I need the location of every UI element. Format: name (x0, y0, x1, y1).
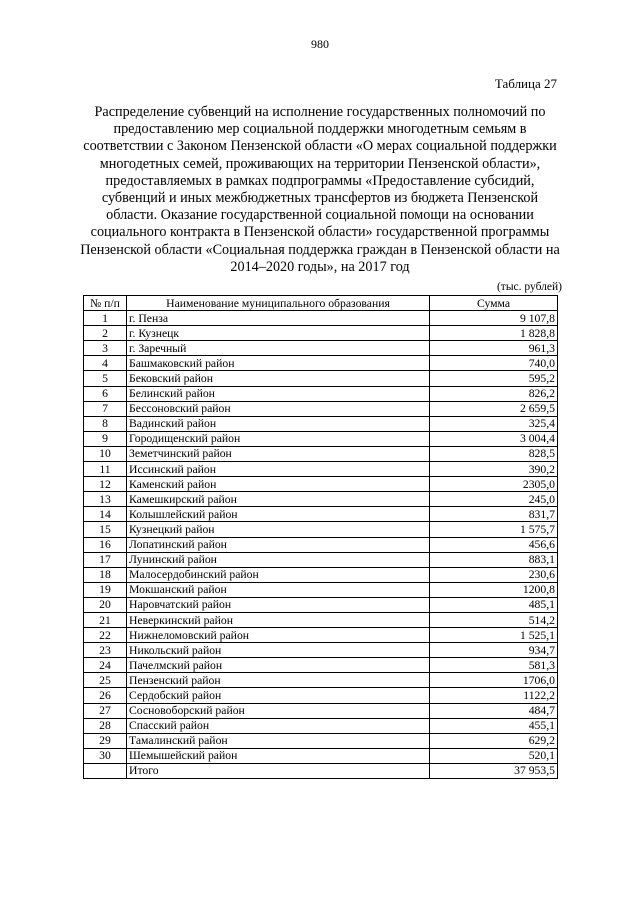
row-sum: 1 525,1 (430, 628, 558, 643)
table-row (84, 748, 558, 763)
row-number: 14 (84, 507, 127, 522)
table-row (84, 718, 558, 733)
row-number: 30 (84, 748, 127, 763)
row-municipality: Иссинский район (127, 462, 430, 477)
row-municipality: Бековский район (127, 371, 430, 386)
row-number: 19 (84, 582, 127, 597)
row-number: 1 (84, 311, 127, 326)
row-sum: 883,1 (430, 552, 558, 567)
row-number: 27 (84, 703, 127, 718)
total-label: Итого (127, 763, 430, 778)
row-sum: 1706,0 (430, 673, 558, 688)
header-municipality-name: Наименование муниципального образования (127, 296, 430, 311)
row-municipality: Белинский район (127, 386, 430, 401)
table-row (84, 492, 558, 507)
row-number: 11 (84, 462, 127, 477)
row-number: 26 (84, 688, 127, 703)
table-row (84, 507, 558, 522)
table-row (84, 552, 558, 567)
row-sum: 325,4 (430, 416, 558, 431)
row-municipality: Малосердобинский район (127, 567, 430, 582)
row-municipality: Камешкирский район (127, 492, 430, 507)
row-municipality: Никольский район (127, 643, 430, 658)
row-municipality: Нижнеломовский район (127, 628, 430, 643)
table-row (84, 628, 558, 643)
row-sum: 826,2 (430, 386, 558, 401)
document-title: Распределение субвенций на исполнение государственных полномочий по предоставлению мер социальной поддержки многодетным семьям в соответствии с Законом Пензенской области «О мерах социальной поддержки многодетных семей, проживающих на территории Пензенской области», предоставляемых в рамках подпрограммы «Предоставление субсидий, субвенций и иных межбюджетных трансфертов из бюджета Пензенской области. Оказание государственной социальной помощи на основании социального контракта в Пензенской области» государственной программы Пензенской области «Социальная поддержка граждан в Пензенской области на 2014–2020 годы», на 2017 год (80, 104, 560, 275)
table-row (84, 416, 558, 431)
units-label: (тыс. рублей) (496, 281, 562, 293)
table-row (84, 537, 558, 552)
table-row (84, 673, 558, 688)
total-row (84, 763, 558, 778)
table-row (84, 522, 558, 537)
row-sum: 1 828,8 (430, 326, 558, 341)
row-number: 23 (84, 643, 127, 658)
row-sum: 961,3 (430, 341, 558, 356)
row-number: 5 (84, 371, 127, 386)
row-number: 18 (84, 567, 127, 582)
header-number: № п/п (84, 296, 127, 311)
row-number: 20 (84, 597, 127, 612)
table-row (84, 658, 558, 673)
table-row (84, 612, 558, 627)
table-row (84, 311, 558, 326)
table-row (84, 446, 558, 461)
row-sum: 514,2 (430, 612, 558, 627)
page-number: 980 (311, 37, 329, 51)
row-municipality: Спасский район (127, 718, 430, 733)
row-number: 28 (84, 718, 127, 733)
row-municipality: Неверкинский район (127, 612, 430, 627)
row-number: 9 (84, 431, 127, 446)
row-municipality: г. Кузнецк (127, 326, 430, 341)
row-sum: 9 107,8 (430, 311, 558, 326)
row-sum: 2 659,5 (430, 401, 558, 416)
row-municipality: Пензенский район (127, 673, 430, 688)
table-row (84, 341, 558, 356)
row-municipality: Городищенский район (127, 431, 430, 446)
table-row (84, 567, 558, 582)
row-sum: 3 004,4 (430, 431, 558, 446)
row-sum: 1 575,7 (430, 522, 558, 537)
row-municipality: Лопатинский район (127, 537, 430, 552)
table-row (84, 386, 558, 401)
row-sum: 456,6 (430, 537, 558, 552)
row-municipality: Пачелмский район (127, 658, 430, 673)
table-body (84, 311, 558, 779)
row-municipality: Наровчатский район (127, 597, 430, 612)
row-municipality: г. Пенза (127, 311, 430, 326)
table-row (84, 643, 558, 658)
row-number: 21 (84, 612, 127, 627)
row-municipality: Колышлейский район (127, 507, 430, 522)
row-sum: 455,1 (430, 718, 558, 733)
table-row (84, 733, 558, 748)
row-sum: 629,2 (430, 733, 558, 748)
row-municipality: Шемышейский район (127, 748, 430, 763)
table-row (84, 462, 558, 477)
row-number: 8 (84, 416, 127, 431)
row-sum: 484,7 (430, 703, 558, 718)
table-row (84, 703, 558, 718)
row-municipality: Каменский район (127, 477, 430, 492)
row-number: 6 (84, 386, 127, 401)
row-municipality: Сосновоборский район (127, 703, 430, 718)
table-row (84, 582, 558, 597)
row-municipality: Мокшанский район (127, 582, 430, 597)
table-row (84, 356, 558, 371)
row-number: 29 (84, 733, 127, 748)
row-municipality: Лунинский район (127, 552, 430, 567)
table-row (84, 597, 558, 612)
row-sum: 1200,8 (430, 582, 558, 597)
row-number: 4 (84, 356, 127, 371)
total-number (84, 763, 127, 778)
total-sum: 37 953,5 (430, 763, 558, 778)
table-header-row (84, 296, 558, 311)
row-number: 3 (84, 341, 127, 356)
table-label: Таблица 27 (494, 76, 557, 91)
row-number: 10 (84, 446, 127, 461)
row-municipality: Сердобский район (127, 688, 430, 703)
row-number: 25 (84, 673, 127, 688)
row-sum: 740,0 (430, 356, 558, 371)
row-number: 16 (84, 537, 127, 552)
row-number: 24 (84, 658, 127, 673)
header-sum: Сумма (430, 296, 558, 311)
row-municipality: Земетчинский район (127, 446, 430, 461)
row-sum: 595,2 (430, 371, 558, 386)
row-municipality: Башмаковский район (127, 356, 430, 371)
row-number: 22 (84, 628, 127, 643)
row-sum: 934,7 (430, 643, 558, 658)
table-row (84, 431, 558, 446)
table-row (84, 477, 558, 492)
row-sum: 390,2 (430, 462, 558, 477)
row-sum: 485,1 (430, 597, 558, 612)
row-number: 15 (84, 522, 127, 537)
row-number: 7 (84, 401, 127, 416)
row-municipality: Бессоновский район (127, 401, 430, 416)
row-sum: 581,3 (430, 658, 558, 673)
table-row (84, 401, 558, 416)
row-municipality: г. Заречный (127, 341, 430, 356)
row-sum: 2305,0 (430, 477, 558, 492)
row-sum: 828,5 (430, 446, 558, 461)
row-number: 17 (84, 552, 127, 567)
row-municipality: Кузнецкий район (127, 522, 430, 537)
row-sum: 520,1 (430, 748, 558, 763)
row-sum: 230,6 (430, 567, 558, 582)
row-municipality: Тамалинский район (127, 733, 430, 748)
table-row (84, 688, 558, 703)
subventions-table (83, 295, 558, 779)
row-sum: 831,7 (430, 507, 558, 522)
row-number: 2 (84, 326, 127, 341)
row-sum: 1122,2 (430, 688, 558, 703)
row-sum: 245,0 (430, 492, 558, 507)
table-row (84, 371, 558, 386)
row-number: 12 (84, 477, 127, 492)
row-municipality: Вадинский район (127, 416, 430, 431)
table-row (84, 326, 558, 341)
row-number: 13 (84, 492, 127, 507)
